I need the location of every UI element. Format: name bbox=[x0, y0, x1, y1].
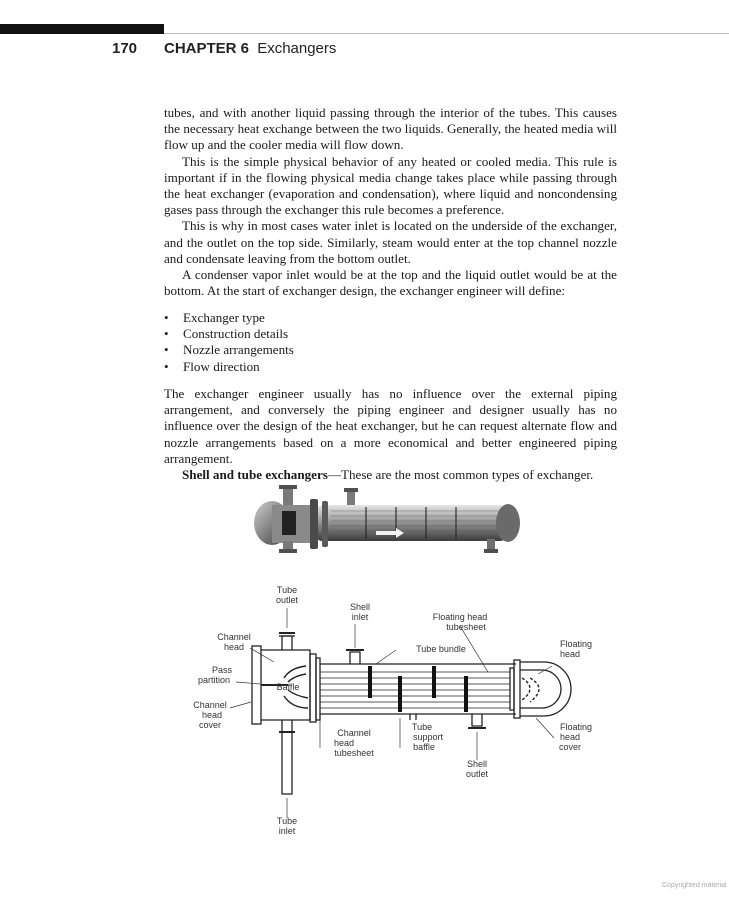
svg-text:Floating headtubesheet: Floating head tubesheet bbox=[432, 612, 488, 632]
svg-text:Tubeoutlet: Tube outlet bbox=[275, 585, 299, 605]
label-channel-head-tubesheet: Channel bbox=[337, 728, 371, 738]
list-item: • Exchanger type bbox=[164, 310, 265, 325]
list-item: • Construction details bbox=[164, 326, 289, 342]
section-lead-paragraph bbox=[164, 467, 617, 483]
label-channel-head-cover: Channel bbox=[193, 700, 227, 710]
label-tube-bundle: Tube bundle bbox=[416, 644, 466, 654]
label-shell-outlet: Shell bbox=[466, 759, 488, 769]
svg-text:Shellinlet: Shell inlet bbox=[349, 602, 371, 622]
svg-text:Floatinghead: Floating head bbox=[559, 639, 593, 659]
paragraph: tubes, and with another liquid passing through the interior of the tubes. This causes the necessary heat exchange between the two liquids. Generally, the heated media will flow up and the cooler media will flow down. bbox=[164, 105, 617, 153]
bullet-icon: • bbox=[164, 326, 169, 342]
label-pass-partition: Pass bbox=[211, 665, 233, 675]
bullet-icon: • bbox=[164, 310, 169, 325]
bullet-icon: • bbox=[164, 358, 169, 374]
paragraph: This is the simple physical behavior of any heated or cooled media. This rule is important if in the flowing physical media change takes place while passing through the heat exchanger (evaporation and condensation), where liquid and noncondensing gases pass through the exchanger this rule becomes a preference. bbox=[164, 153, 617, 218]
label-baffle: Baffle bbox=[276, 682, 300, 692]
channel-head-tubesheet bbox=[310, 654, 316, 722]
label-shell-inlet: Shell bbox=[349, 602, 371, 612]
svg-text:Channelheadcover: Channel head cover bbox=[193, 700, 227, 730]
paragraph: This is why in most cases water inlet is located on the underside of the exchanger, and the outlet on the top side. Similarly, steam would enter at the top channel nozzle and condensate leaving from the bottom outlet. bbox=[164, 218, 617, 266]
bullet-icon: • bbox=[164, 342, 169, 358]
exchanger-diagram bbox=[184, 578, 604, 840]
shell-inlet-nozzle bbox=[350, 652, 360, 664]
svg-text:Passpartition: Pass partition bbox=[197, 665, 233, 685]
shell-end-flange bbox=[514, 660, 520, 718]
list-item: • Nozzle arrangements bbox=[164, 342, 294, 358]
photo-shell bbox=[316, 504, 520, 542]
svg-text:Tubeinlet: Tube inlet bbox=[276, 816, 298, 836]
label-floating-head-tubesheet: Floating head bbox=[432, 612, 488, 622]
paragraph: The exchanger engineer usually has no influence over the external piping arrangement, and conversely the piping engineer and designer usually has no influence over the design of the heat exchanger, but he can request alternate flow and nozzle arrangements based on a more economical and better engineered piping arrangement. bbox=[164, 386, 617, 466]
label-tube-inlet: Tube bbox=[276, 816, 298, 826]
svg-text:Shelloutlet: Shell outlet bbox=[465, 759, 489, 779]
tube-support-baffles bbox=[368, 666, 468, 712]
exchanger-photo bbox=[246, 483, 530, 555]
shell-outlet-nozzle bbox=[472, 714, 482, 726]
header-black-bar bbox=[0, 24, 164, 34]
header-rule bbox=[164, 33, 729, 34]
body-text-block bbox=[164, 386, 617, 483]
bullet-list bbox=[164, 310, 617, 375]
copyright-watermark: Copyrighted material bbox=[662, 882, 727, 889]
channel-head-cover-plate bbox=[252, 646, 261, 724]
label-tube-outlet: Tube bbox=[276, 585, 298, 595]
label-floating-head: Floating bbox=[559, 639, 593, 649]
list-item: • Flow direction bbox=[164, 358, 260, 374]
floating-head bbox=[520, 670, 561, 708]
chapter-heading bbox=[164, 40, 336, 57]
diagram-labels bbox=[193, 585, 592, 836]
leader-lines bbox=[230, 608, 554, 818]
svg-text:Channelhead: Channel head bbox=[217, 632, 251, 652]
svg-text:Channelheadtubesheet: Channel head tubesheet bbox=[333, 728, 374, 758]
chapter-label: CHAPTER 6 bbox=[164, 40, 250, 57]
tube-bundle bbox=[320, 672, 510, 708]
label-channel-head: Channel bbox=[217, 632, 251, 642]
tube-outlet-nozzle bbox=[282, 636, 292, 650]
body-text-block bbox=[164, 105, 617, 299]
floating-head-tubesheet bbox=[510, 668, 514, 710]
chapter-title: Exchangers bbox=[257, 40, 337, 57]
label-floating-head-cover: Floating bbox=[559, 722, 593, 732]
svg-text:Tubesupportbaffle: Tube support baffle bbox=[411, 722, 444, 752]
paragraph: A condenser vapor inlet would be at the top and the liquid outlet would be at the bottom. At the start of exchanger design, the exchanger engineer will define: bbox=[164, 267, 617, 299]
page-number: 170 bbox=[112, 40, 138, 57]
svg-text:Floatingheadcover: Floating head cover bbox=[558, 722, 593, 752]
section-term: Shell and tube exchangers bbox=[182, 467, 328, 483]
label-tube-support-baffle: Tube bbox=[411, 722, 433, 732]
section-text: —These are the most common types of exchanger. bbox=[327, 467, 594, 483]
shell-body bbox=[320, 664, 516, 714]
